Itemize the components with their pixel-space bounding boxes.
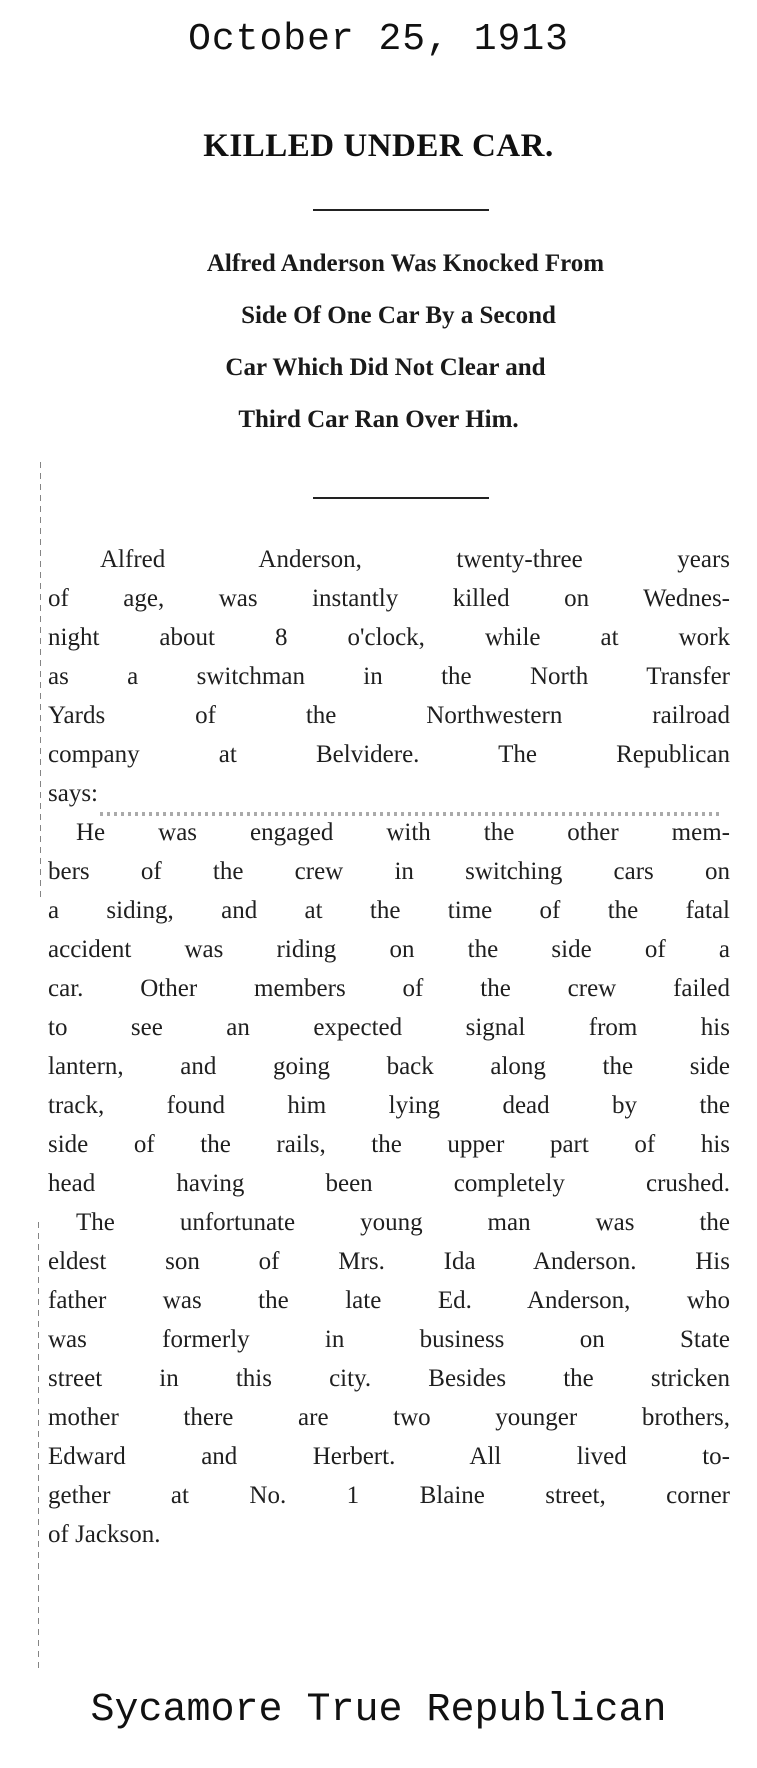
body-line: head having been completely crushed. — [48, 1170, 730, 1197]
body-line: a siding, and at the time of the fatal — [48, 897, 730, 924]
column-edge-mark — [38, 1222, 39, 1672]
headline-divider — [313, 209, 489, 211]
body-line: mother there are two younger brothers, — [48, 1404, 730, 1431]
deck-divider — [313, 497, 489, 499]
newspaper-source: Sycamore True Republican — [90, 1688, 667, 1733]
body-line: Alfred Anderson, twenty-three years — [100, 546, 730, 573]
body-line: He was engaged with the other mem- — [76, 819, 730, 846]
body-line: street in this city. Besides the stricken — [48, 1365, 730, 1392]
scan-noise-band — [100, 812, 720, 816]
deck-line: Third Car Ran Over Him. — [238, 406, 519, 433]
body-line: to see an expected signal from his — [48, 1014, 730, 1041]
deck-line: Car Which Did Not Clear and — [225, 354, 546, 381]
clipping-date: October 25, 1913 — [188, 18, 569, 61]
body-line: accident was riding on the side of a — [48, 936, 730, 963]
body-line: car. Other members of the crew failed — [48, 975, 730, 1002]
body-line: company at Belvidere. The Republican — [48, 741, 730, 768]
body-line: of age, was instantly killed on Wednes- — [48, 585, 730, 612]
body-line: track, found him lying dead by the — [48, 1092, 730, 1119]
deck-line: Side Of One Car By a Second — [241, 302, 556, 329]
body-line: as a switchman in the North Transfer — [48, 663, 730, 690]
body-line: night about 8 o'clock, while at work — [48, 624, 730, 651]
article-deck — [0, 238, 757, 446]
article-body — [48, 540, 730, 1554]
body-line: bers of the crew in switching cars on — [48, 858, 730, 885]
body-line: was formerly in business on State — [48, 1326, 730, 1353]
body-line: side of the rails, the upper part of his — [48, 1131, 730, 1158]
column-edge-mark — [40, 462, 41, 902]
body-line: of Jackson. — [48, 1521, 161, 1548]
body-line: gether at No. 1 Blaine street, corner — [48, 1482, 730, 1509]
deck-line: Alfred Anderson Was Knocked From — [206, 250, 605, 277]
body-line: father was the late Ed. Anderson, who — [48, 1287, 730, 1314]
article-headline: KILLED UNDER CAR. — [203, 128, 554, 164]
body-line: The unfortunate young man was the — [76, 1209, 730, 1236]
body-line: lantern, and going back along the side — [48, 1053, 730, 1080]
body-line: eldest son of Mrs. Ida Anderson. His — [48, 1248, 730, 1275]
body-line: says: — [48, 780, 98, 807]
body-line: Yards of the Northwestern railroad — [48, 702, 730, 729]
body-line: Edward and Herbert. All lived to- — [48, 1443, 730, 1470]
